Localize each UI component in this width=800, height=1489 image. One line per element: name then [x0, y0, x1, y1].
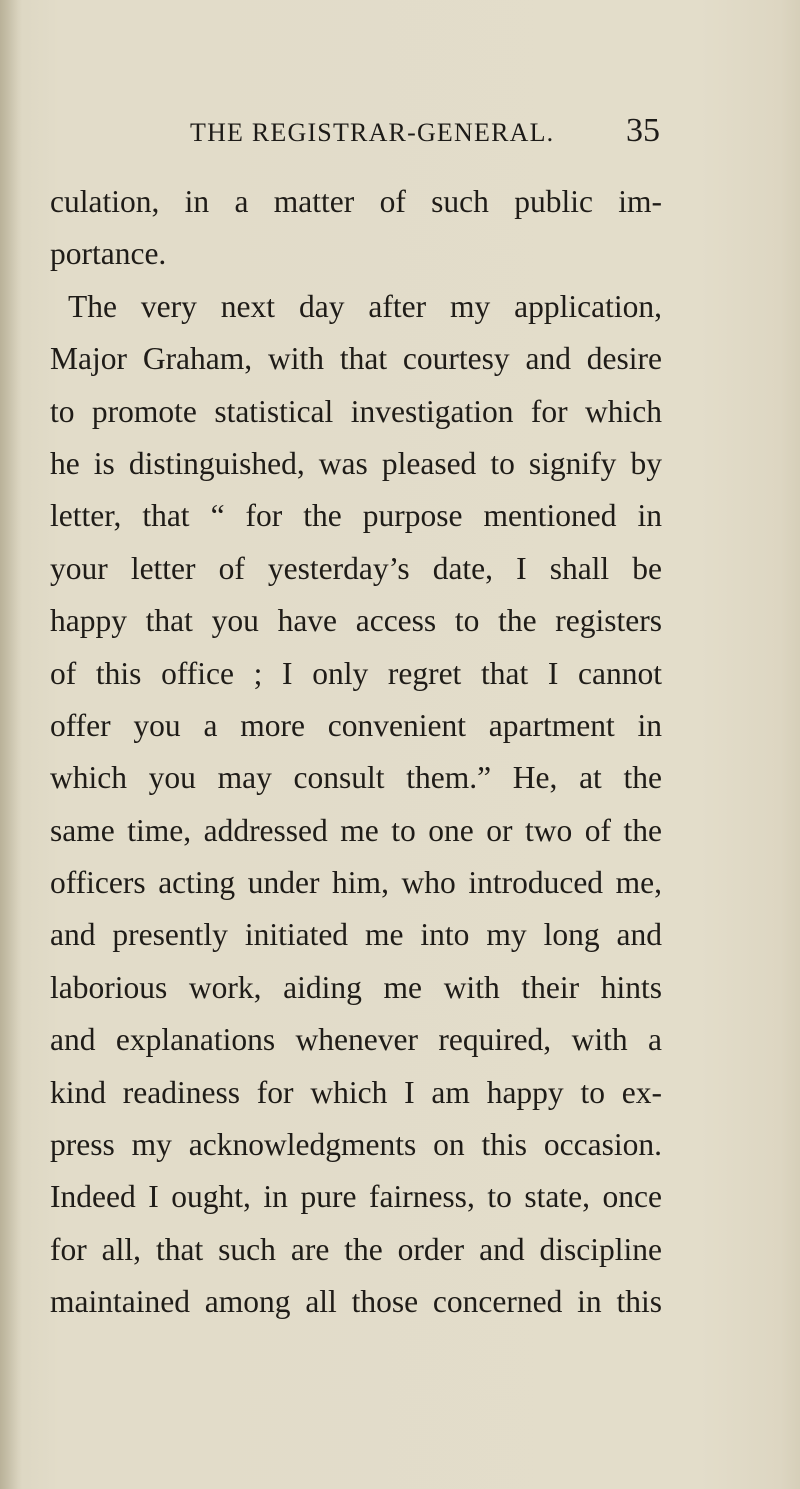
page-gutter-shadow [0, 0, 22, 1489]
text-line: and explanations whenever required, with a [50, 1022, 662, 1058]
text-line: portance. [50, 236, 167, 272]
text-line: to promote statistical investigation for which [50, 393, 662, 429]
body-text [50, 176, 662, 1329]
text-line: press my acknowledgments on this occasion. [50, 1127, 662, 1163]
text-line: maintained among all those concerned in this [50, 1284, 662, 1320]
text-line: officers acting under him, who introduced me, [50, 865, 662, 901]
text-line: laborious work, aiding me with their hints [50, 969, 662, 1005]
text-line: which you may consult them.” He, at the [50, 760, 662, 796]
running-head: THE REGISTRAR-GENERAL. [190, 118, 555, 147]
text-line: letter, that “ for the purpose mentioned in [50, 498, 662, 534]
text-line: The very next day after my application, [68, 288, 662, 324]
text-line: culation, in a matter of such public im- [50, 184, 662, 219]
text-line: happy that you have access to the registers [50, 603, 662, 639]
text-line: of this office ; I only regret that I cannot [50, 655, 662, 691]
text-line: for all, that such are the order and discipline [50, 1231, 662, 1267]
page-header [190, 112, 660, 158]
text-line: kind readiness for which I am happy to ex- [50, 1074, 662, 1110]
page-number: 35 [626, 112, 660, 149]
text-line: and presently initiated me into my long and [50, 917, 662, 953]
text-line: Indeed I ought, in pure fairness, to state, once [50, 1179, 662, 1215]
text-line: Major Graham, with that courtesy and desire [50, 341, 662, 377]
text-line: he is distinguished, was pleased to signify by [50, 445, 662, 481]
text-line: your letter of yesterday’s date, I shall be [50, 550, 662, 586]
text-line: offer you a more convenient apartment in [50, 707, 662, 743]
text-line: same time, addressed me to one or two of the [50, 812, 662, 848]
